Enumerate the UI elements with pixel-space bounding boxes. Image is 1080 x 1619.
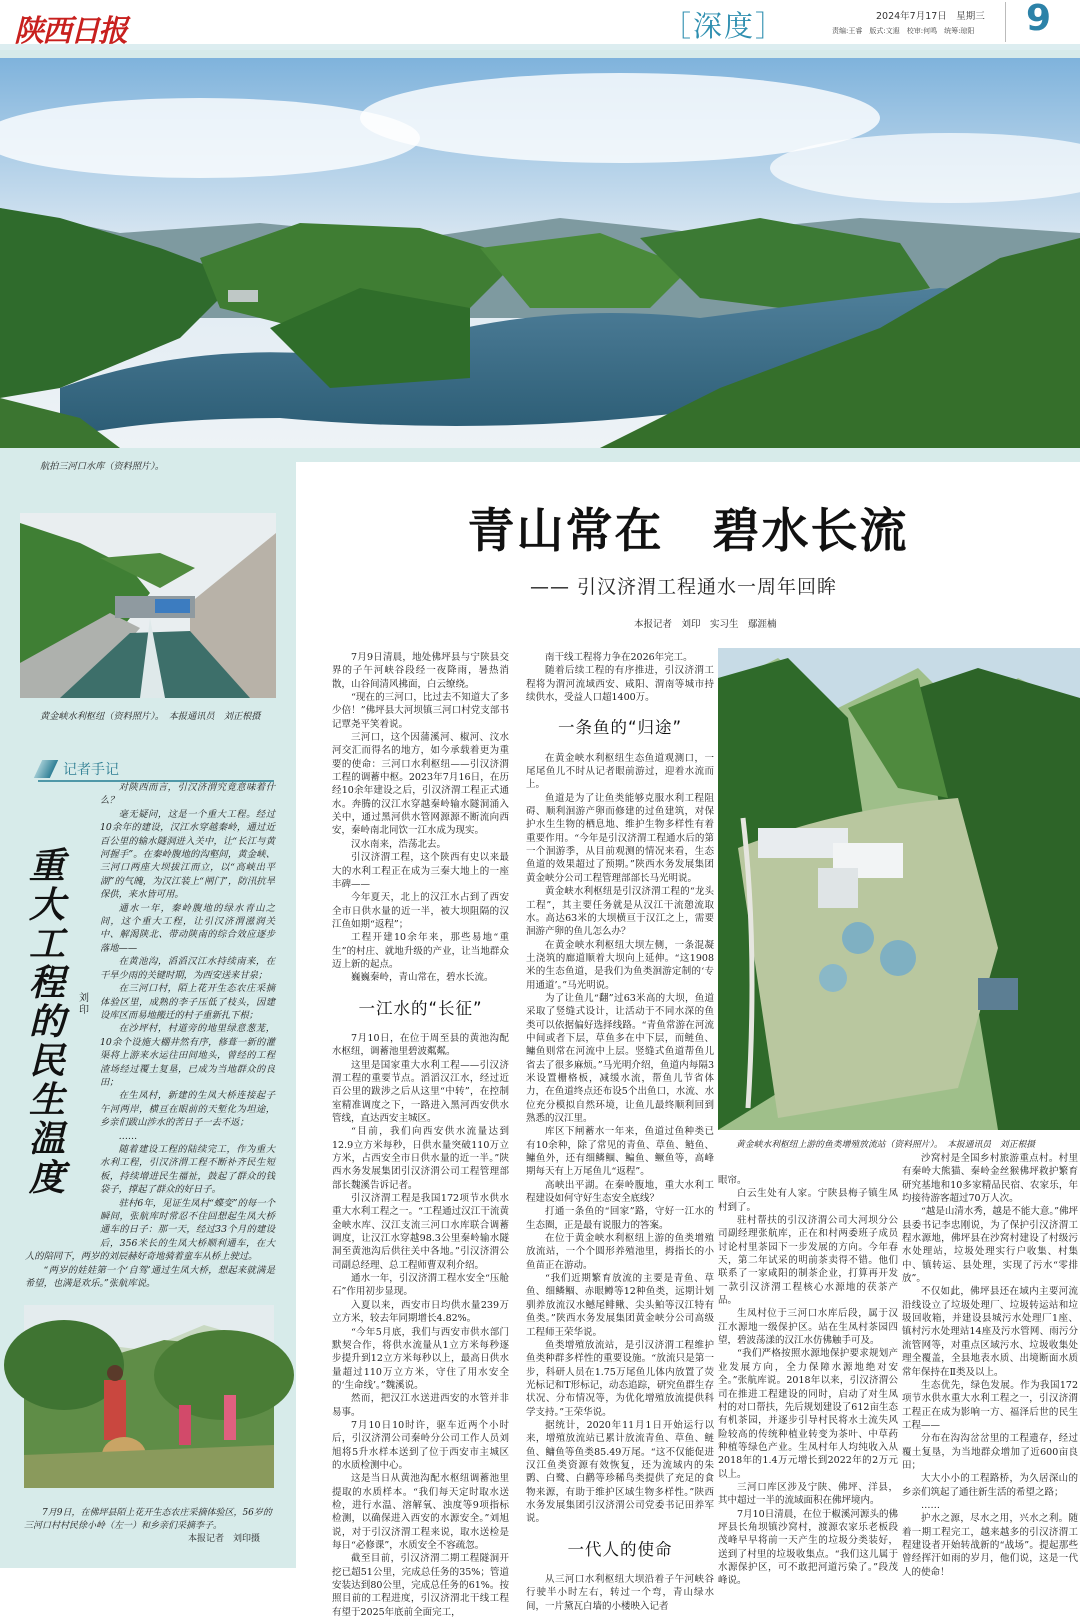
plum-picking-credit: 本报记者 刘印摄 [187, 1534, 260, 1544]
paragraph: 这是当日从黄池沟配水枢纽调蓄池里提取的水质样本。“我们每天定时取水送检，进行水温、溶解氧、浊度等9项指标检测，以确保进入西安的水源安全。”刘旭说，对于引汉济渭工程来说，取水送检是每日“必修课”，水质安全不容疏忽。 [332, 1473, 509, 1551]
paragraph: 7月9日清晨，地处佛坪县与宁陕县交界的子午河峡谷段经一夜降雨，暑热消散，山谷间清风拂面，白云缭绕。 [332, 652, 509, 690]
paragraph: “今年5月底，我们与西安市供水部门默契合作，将供水流量从1立方米每秒逐步提升到12立方米每秒以上，最高日供水量超过110万立方米，守住了用水安全的‘生命线’。”魏溪说。 [332, 1326, 509, 1391]
paragraph: 黄金峡水利枢纽是引汉济渭工程的“龙头工程”，其主要任务就是从汉江干流憩流取水。高达63米的大坝横亘于汉江之上，需要洄游产卵的鱼儿怎么办？ [526, 886, 714, 938]
article-column-4 [902, 1152, 1078, 1578]
heading-accent-bar [34, 760, 58, 778]
paragraph: 三河口，这个因蒲溪河、椒河、汶水河交汇而得名的地方，如今承载着更为重要的使命：三河口水利枢纽——引汉济渭工程的调蓄中枢。2023年7月16日，在历经10余年建设之后，引汉济渭工程正式通水。奔腾的汉江水穿越秦岭输水隧洞涌入关中，通过黑河供水管网源源不断流向西安，秦岭南北同饮一江水成为现实。 [332, 732, 509, 837]
section-heading: 一江水的“长征” [358, 998, 483, 1018]
dam-caption: 黄金峡水利枢纽（资料照片）。 本报通讯员 刘正根摄 [40, 711, 261, 722]
paragraph: 三河口库区涉及宁陕、佛坪、洋县，其中超过一半的流域面积在佛坪境内。 [718, 1481, 898, 1507]
notes-paragraph: 驻村6年，见证生凤村“蝶变”的每一个瞬间，张航库时常忍不住回想起生凤大桥通车的日子：那一天，经过33个月的建设后，356米长的生凤大桥顺利通车，在大人的陪同下，两岁的刘辰赫好奇地骑着童车从桥上驶过。 [25, 1197, 275, 1263]
article-column-3 [718, 1174, 898, 1587]
issue-date: 2024年7月17日 星期三 [876, 11, 985, 22]
photo-huangjinxia-dam [20, 513, 276, 698]
reporter-notes-label: 记者手记 [63, 762, 119, 778]
hero-photo-reservoir [0, 58, 1080, 448]
photo-fish-breeding-station [718, 648, 1080, 1130]
article-subtitle: —— 引汉济渭工程通水一周年回眸 [530, 576, 838, 598]
paragraph: 为了让鱼儿“翻”过63米高的大坝，鱼道采取了竖缝式设计，让活动于不同水深的鱼类可以依据偏好选择线路。“青鱼常游在河流中间或者下层，草鱼多在中下层，而鲢鱼、鳙鱼则常在河流中上层。竖缝式鱼道帮鱼儿省去了很多麻烦。”马光明介绍，鱼道内每隔3米设置栅格板，减缓水流，帮鱼儿节省体力，在鱼道终点还布设5个出鱼口，水流、水位充分模拟自然环境，让鱼儿最终顺利回到熟悉的汉江里。 [526, 992, 714, 1124]
paragraph: 不仅如此，佛坪县还在域内主要河流沿线设立了垃圾处理厂、垃圾转运站和垃圾回收箱，并建设县城污水处理厂1座、镇村污水处理站14座及污水管网、雨污分流管网等，对重点区域污水、垃圾收集处理全覆盖，全县地表水质、出境断面水质常年保持在Ⅱ类及以上。 [902, 1286, 1078, 1378]
paragraph: 打通一条鱼的“回家”路，守好一江水的生态圈，正是最有说服力的答案。 [526, 1206, 714, 1231]
notes-paragraph: 随着建设工程的陆续完工，作为重大水利工程，引汉济渭工程不断补齐民生短板，持续增进民生福祉，鼓起了群众的钱袋子，撑起了群众的好日子。 [100, 1143, 275, 1196]
notes-paragraph: 通水一年，秦岭腹地的绿水青山之间，这个重大工程，让引汉济渭滋润关中、解渴陕北、带动陕南的综合效应逐步落地—— [100, 902, 275, 954]
section-heading: 一条鱼的“归途” [557, 718, 683, 738]
paragraph: 驻村帮扶的引汉济渭公司大河坝分公司副经理张航库，正在和村两委班子成员讨论村里茶园下一步发展的方向。今年春天，第二年试采的明前茶卖得不错。他们联系了一家咸阳的制茶企业，打算再开发一款引汉济渭工程核心水源地的茯茶产品。 [718, 1215, 898, 1307]
notes-paragraph: 对陕西而言，引汉济渭究竟意味着什么？ [100, 782, 275, 807]
paragraph: 在黄金峡水利枢纽生态鱼道观测口，一尾尾鱼儿不时从记者眼前游过，迎着水流而上。 [526, 752, 714, 791]
notes-paragraph: 毫无疑问，这是一个重大工程。经过10余年的建设，汉江水穿越秦岭，通过近百公里的输水隧洞进入关中，让“长江与黄河握手”。在秦岭腹地的沟壑间，黄金峡、三河口两座大坝拔江而立，以“高峡出平湖”的气魄，为汉江装上“闸门”，防汛抗旱保供，来水皆可用。 [100, 808, 275, 901]
paragraph: 分布在沟沟岔岔里的工程遗存，经过覆土复垦，为当地群众增加了近600亩良田； [902, 1433, 1078, 1471]
paragraph: “越是山清水秀，越是不能大意。”佛坪县委书记李忠刚说，为了保护引汉济渭工程水源地，佛坪县在沙窝村建设了村级污水处理站，垃圾处理实行户收集、村集中、镇转运、县处理，实现了污水“零排放”。 [902, 1206, 1078, 1285]
paragraph: 高峡出平湖。在秦岭腹地，重大水利工程建设如何守好生态安全底线？ [526, 1179, 714, 1205]
article-column-2 [526, 651, 714, 1612]
notes-paragraph: “两岁的娃娃第一个‘自驾’通过生凤大桥，想起来就满是希望，也满是欢乐。”张航库说。 [25, 1264, 275, 1290]
paragraph: 随着后续工程的有序推进，引汉济渭工程将为渭河流域西安、咸阳、渭南等城市持续供水，受益人口超1400万。 [526, 665, 714, 704]
section-heading: 一代人的使命 [567, 1539, 673, 1559]
masthead [0, 0, 1080, 50]
paragraph: “现在的三河口，比过去不知道大了多少倍！”佛坪县大河坝镇三河口村党支部书记覃尧平笑着说。 [332, 692, 509, 730]
notes-paragraph: …… [118, 1130, 138, 1142]
notes-author: 刘印 [79, 993, 89, 1016]
paragraph: “我们近期繁育放流的主要是青鱼、草鱼、细鳞鲴、赤眼鳟等12种鱼类，远期计划驯养放流汉水鳡尾鲱鳅、尖头鲌等汉江特有鱼类。”陕西水务发展集团黄金峡分公司高级工程师王荣华说。 [526, 1273, 714, 1338]
paragraph: 今年夏天，北上的汉江水占到了西安全市日供水量的近一半，被大坝阻隔的汉江鱼如期“返程”； [332, 892, 509, 930]
paragraph: 这里是国家重大水利工程——引汉济渭工程的重要节点。滔滔汉江水，经过近百公里的跋涉之后从这里“中转”，在控制室精准调度之下，一路进入黑河西安供水管线，直达西安主城区。 [332, 1059, 509, 1124]
article-title: 青山常在 碧水长流 [467, 504, 909, 559]
paragraph: 巍巍秦岭，青山常在，碧水长流。 [351, 972, 494, 984]
paragraph: 然而，把汉江水送进西安的水管并非易事。 [332, 1393, 509, 1418]
article-column-1 [332, 651, 509, 1618]
paragraph: 鱼道是为了让鱼类能够克服水利工程阻碍、顺利洄游产卵而修建的过鱼建筑，对保护水生生物的栖息地、维护生物多样性有着重要作用。“今年是引汉济渭工程通水后的第一个洄游季，从目前观测的情况来看，生态鱼道的效果超过了预期。”陕西水务发展集团黄金峡分公司工程管理部部长马光明说。 [526, 792, 714, 884]
photo-plum-picking [24, 1305, 274, 1488]
hero-caption: 航拍三河口水库（资料照片）。 [40, 461, 165, 472]
paragraph: 在黄金峡水利枢纽大坝左侧，一条混凝土浇筑的廊道顺着大坝向上延伸。“这1908米的生态鱼道，是我们为鱼类洄游定制的‘专用通道’。”马光明说。 [526, 939, 714, 991]
paragraph: 从三河口水利枢纽大坝沿着子午河峡谷行驶半小时左右，转过一个弯，青山绿水间，一片黛瓦白墙的小楼映入记者 [526, 1574, 714, 1612]
divider [1005, 2, 1006, 42]
reporter-notes-heading [38, 758, 274, 782]
paragraph: 截至目前，引汉济渭二期工程隧洞开挖已超51公里，完成总任务的35%；管道安装达到80公里，完成总任务的61%。按照目前的工程进度，引汉济渭北干线工程有望于2025年底前全面完工， [332, 1553, 509, 1618]
fish-station-caption: 黄金峡水利枢纽上游的鱼类增殖放流站（资料照片）。 本报通讯员 刘正根摄 [736, 1140, 1036, 1150]
paragraph: 工程开建10余年来，那些易地“重生”的村庄、就地升级的产业，让当地群众迈上新的起点。 [332, 932, 509, 970]
notes-paragraph: 在黄池沟，滔滔汉江水持续南来，在干旱少雨的关键时期，为西安送来甘泉； [100, 956, 275, 981]
editor-credits: 责编:王睿 版式:文遐 校审:何鸣 统筹:琼阳 [832, 27, 975, 35]
notes-title: 重大工程的民生温度 [29, 845, 66, 1199]
plum-picking-caption [24, 1507, 274, 1546]
notes-title-block [25, 781, 100, 1243]
plum-picking-caption-text: 7月9日，在佛坪县陌上花开生态农庄采摘体验区，56岁的三河口村村民徐小岭（左一）和乡亲们采摘李子。 [24, 1508, 272, 1531]
notes-paragraph: 在沙坪村，村道旁的地里绿意葱茏，10余个设施大棚井然有序，修葺一新的灌渠将上游来水运往田间地头，曾经的工程渣场经过覆土复垦，已成为当地群众的良田； [100, 1023, 275, 1088]
paragraph: “我们严格按照水源地保护要求规划产业发展方向，全力保障水源地绝对安全。”张航库说。2018年以来，引汉济渭公司在推进工程建设的同时，启动了对生凤村的对口帮扶，先后规划建设了612亩生态有机茶园，并逐步引导村民将水土流失风险较高的传统种植业转变为茶叶、中草药种植等绿色产业。生凤村年人均纯收入从2018年的1.4万元增长到2022年的2万元以上。 [718, 1348, 898, 1480]
paragraph: 生态优先，绿色发展。作为我国172项节水供水重大水利工程之一，引汉济渭工程正在成为影响一方、福泽后世的民生工程—— [902, 1379, 1078, 1431]
paragraph: 沙窝村是全国乡村旅游重点村。村里有秦岭大熊猫、秦岭金丝猴佛坪救护繁育研究基地和10多家精品民宿、农家乐，年均接待游客超过70万人次。 [902, 1153, 1078, 1205]
paragraph: 入夏以来，西安市日均供水量239万立方米，较去年同期增长4.82%。 [332, 1299, 509, 1325]
paragraph: 在位于黄金峡水利枢纽上游的鱼类增殖放流站，一个个圆形养殖池里，拇指长的小鱼苗正在游动。 [526, 1233, 714, 1271]
paragraph: 汉水南来，浩荡北去。 [351, 838, 447, 850]
paragraph: 7月10日10时许，驱车近两个小时后，引汉济渭公司秦岭分公司工作人员刘旭将5升水样本送到了位于西安市主城区的水质检测中心。 [332, 1419, 509, 1471]
paragraph: 7月10日，在位于周至县的黄池沟配水枢纽，调蓄池里碧波粼粼。 [332, 1032, 509, 1058]
paragraph: 据统计，2020年11月1日开始运行以来，增殖放流站已累计放流青鱼、草鱼、鲢鱼、鳙鱼等鱼类85.49万尾。“这不仅能促进汉江鱼类资源有效恢复，还为流域内的朱鹮、白鹭、白鹳等珍稀鸟类提供了充足的食物来源，有助于维护区域生物多样性。”陕西水务发展集团引汉济渭公司党委书记田养军说。 [526, 1419, 714, 1525]
paragraph: 白云生处有人家。宁陕县梅子镇生凤村到了。 [718, 1188, 898, 1213]
paragraph: 通水一年，引汉济渭工程水安全“压舱石”作用初步显现。 [332, 1273, 509, 1298]
notes-paragraph: 在生凤村，新建的生凤大桥连接起子午河两岸，横亘在眼前的天堑化为坦途，乡亲们跋山涉水的苦日子一去不返； [100, 1090, 275, 1129]
paragraph: “目前，我们向西安供水流量达到12.9立方米每秒，日供水量突破110万立方米，占西安全市日供水量的近一半。”陕西水务发展集团引汉济渭公司工程管理部部长魏溪告诉记者。 [332, 1126, 509, 1191]
paragraph: 眼帘。 [718, 1175, 747, 1186]
notes-paragraph: 在三河口村，陌上花开生态农庄采摘体验区里，成熟的李子压低了枝头，因建设库区而易地搬迁的村子重新扎下根； [100, 983, 275, 1021]
paragraph: 引汉济渭工程，这个陕西有史以来最大的水利工程正在成为三秦大地上的一座丰碑—— [332, 852, 509, 890]
paragraph: 南干线工程将力争在2026年完工。 [545, 652, 693, 663]
paragraph: 7月10日清晨，在位于椒溪河源头的佛坪县长角坝镇沙窝村，渡源农家乐老板段茂峰早早将前一天产生的垃圾分类装好，送到了村里的垃圾收集点。“我们这儿属于水源保护区，可不敢把河道污染了。”段茂峰说。 [718, 1508, 898, 1587]
paragraph: 生凤村位于三河口水库后段，属于汉江水源地一级保护区。站在生凤村茶园四望，碧波荡漾的汉江水仿佛触手可及。 [718, 1308, 898, 1347]
paragraph: 引汉济渭工程是我国172项节水供水重大水利工程之一。“工程通过汉江干流黄金峡水库、汉江支流三河口水库联合调蓄调度，让汉江水穿越98.3公里秦岭输水隧洞至黄池沟后供往关中各地。”引汉济渭公司副总经理、总工程师曹双利介绍。 [332, 1193, 509, 1271]
paragraph: …… [921, 1499, 940, 1511]
paragraph: 库区下闸蓄水一年来，鱼道过鱼种类已有10余种，除了常见的青鱼、草鱼、鲢鱼、鳙鱼外，还有细鳞鲴、鳊鱼、鳜鱼等，高峰期每天有上万尾鱼儿“返程”。 [526, 1126, 714, 1178]
reporter-notes-body [25, 781, 275, 1293]
page-number: 9 [1026, 0, 1052, 39]
paragraph: 护水之源，尽水之用，兴水之利。随着一期工程完工，越来越多的引汉济渭工程建设者开始转战新的“战场”。提起那些曾经挥汗如雨的岁月，他们说，这是一代人的使命！ [902, 1513, 1078, 1578]
article-byline: 本报记者 刘印 实习生 鄢涯楠 [634, 619, 777, 630]
newspaper-logo: 陕西日报 [14, 14, 126, 49]
paragraph: 鱼类增殖放流站，是引汉济渭工程维护鱼类种群多样性的重要设施。“放流只是第一步，科研人员在1.75万尾鱼儿体内放置了荧光标记和T形标记，动态追踪，研究鱼群生存状况、分布情况等，为优化增殖放流提供科学支持。”王荣华说。 [526, 1339, 714, 1418]
section-label: ［深度］ [662, 9, 787, 43]
paragraph: 大大小小的工程路桥，为久居深山的乡亲们筑起了通往新生活的希望之路； [902, 1473, 1078, 1498]
